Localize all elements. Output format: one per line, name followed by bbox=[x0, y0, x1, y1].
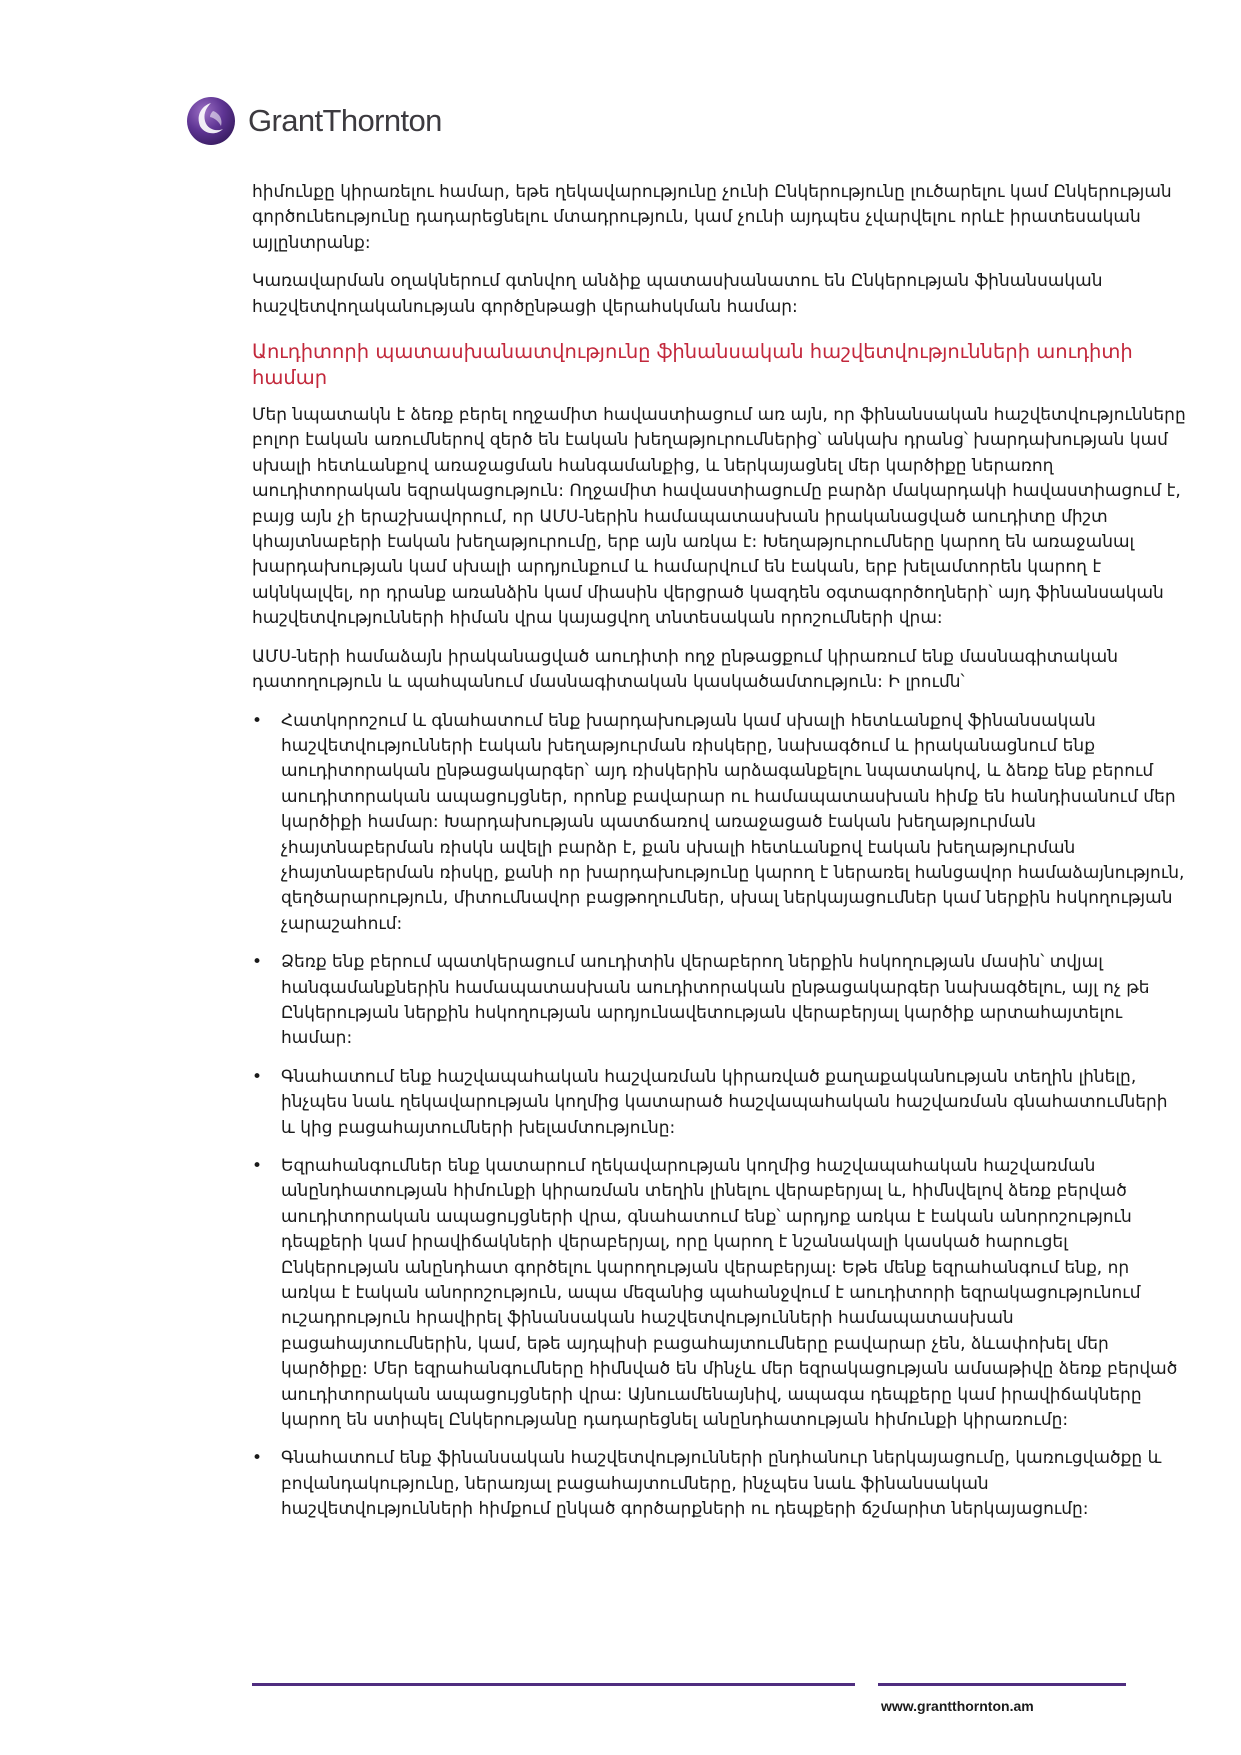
list-item-text: Գնահատում ենք ֆինանսական հաշվետվությունների ընդհանուր ներկայացումը, կառուցվածքը և բովանդակությունը, ներառյալ բացահայտումները, ինչպես նաև ֆինանսական հաշվետվությունների հիմքում ընկած գործարքների ու դեպքերի ճշմարիտ ներկայացումը: bbox=[281, 1448, 1162, 1520]
logo-text: GrantThornton bbox=[248, 103, 442, 138]
document-body bbox=[252, 180, 1186, 1536]
section-heading: Աուդիտորի պատասխանատվությունը ֆինանսական հաշվետվությունների աուդիտի համար bbox=[252, 340, 1133, 390]
footer-rule-left bbox=[252, 1683, 855, 1686]
list-item bbox=[252, 1446, 1186, 1522]
list-item-text: Հատկորոշում և գնահատում ենք խարդախության կամ սխալի հետևանքով ֆինանսական հաշվետվությունների էական խեղաթյուրման ռիսկերը, նախագծում և իրականացնում ենք աուդիտորական ընթացակարգեր՝ այդ ռիսկերին արձագանքելու նպատակով, և ձեռք ենք բերում աուդիտորական ապացույցներ, որոնք բավարար ու համապատասխան հիմք են հանդիսանում մեր կարծիքի համար: Խարդախության պատճառով առաջացած էական խեղաթյուրման չհայտնաբերման ռիսկն ավելի բարձր է, քան սխալի հետևանքով էական խեղաթյուրման չհայտնաբերման ռիսկը, քանի որ խարդախությունը կարող է ներառել հանցավոր համաձայնություն, զեղծարարություն, միտումնավոր բացթողումներ, սխալ ներկայացումներ կամ ներքին հսկողության չարաշահում: bbox=[281, 710, 1185, 934]
bullet-list bbox=[252, 709, 1186, 1523]
list-item-text: Գնահատում ենք հաշվապահական հաշվառման կիրառված քաղաքականության տեղին լինելը, ինչպես նաև ղեկավարության կողմից կատարած հաշվապահական հաշվառման գնահատումների և կից բացահայտումների խելամտությունը: bbox=[281, 1066, 1168, 1138]
bullet-icon: • bbox=[252, 710, 263, 731]
list-item bbox=[252, 1154, 1186, 1433]
grant-thornton-logo-icon bbox=[186, 96, 236, 146]
list-item bbox=[252, 950, 1186, 1052]
footer-rule-right bbox=[878, 1683, 1126, 1686]
bullet-icon: • bbox=[252, 1448, 263, 1469]
list-item bbox=[252, 709, 1186, 938]
list-item-text: Ձեռք ենք բերում պատկերացում աուդիտին վերաբերող ներքին հսկողության մասին՝ տվյալ հանգամանքներին համապատասխան աուդիտորական ընթացակարգեր նախագծելու, այլ ոչ թե Ընկերության ներքին հսկողության արդյունավետության վերաբերյալ կարծիք արտահայտելու համար: bbox=[281, 952, 1150, 1049]
paragraph-2: Կառավարման օղակներում գտնվող անձիք պատասխանատու են Ընկերության ֆինանսական հաշվետվողականության գործընթացի վերահսկման համար: bbox=[252, 271, 1103, 317]
bullet-icon: • bbox=[252, 952, 263, 973]
paragraph-3: Մեր նպատակն է ձեռք բերել ողջամիտ հավաստիացում առ այն, որ ֆինանսական հաշվետվությունները բոլոր էական առումներով զերծ են էական խեղաթյուրումներից՝ անկախ դրանց՝ խարդախության կամ սխալի հետևանքով առաջացման հանգամանքից, և ներկայացնել մեր կարծիքը ներառող աուդիտորական եզրակացություն: Ողջամիտ հավաստիացումը բարձր մակարդակի հավաստիացում է, բայց այն չի երաշխավորում, որ ԱՄՍ-ներին համապատասխան իրականացված աուդիտը միշտ կհայտնաբերի էական խեղաթյուրումը, երբ այն առկա է: Խեղաթյուրումները կարող են առաջանալ խարդախության կամ սխալի արդյունքում և համարվում են էական, երբ խելամտորեն կարող է ակնկալվել, որ դրանք առանձին կամ միասին վերցրած կազդեն օգտագործողների՝ այդ ֆինանսական հաշվետվությունների հիման վրա կայացվող տնտեսական որոշումների վրա: bbox=[252, 405, 1186, 629]
bullet-icon: • bbox=[252, 1066, 263, 1087]
bullet-icon: • bbox=[252, 1156, 263, 1176]
list-item bbox=[252, 1065, 1186, 1141]
logo bbox=[186, 96, 442, 146]
footer-url: www.grantthornton.am bbox=[881, 1698, 1034, 1714]
paragraph-1: հիմունքը կիրառելու համար, եթե ղեկավարությունը չունի Ընկերությունը լուծարելու կամ Ընկերության գործունեությունը դադարեցնելու մտադրություն, կամ չունի այդպես չվարվելու որևէ իրատեսական այլընտրանք: bbox=[252, 182, 1172, 253]
list-item-text: Եզրահանգումներ ենք կատարում ղեկավարության կողմից հաշվապահական հաշվառման անընդհատության հիմունքի կիրառման տեղին լինելու վերաբերյալ և, հիմնվելով ձեռք բերված աուդիտորական ապացույցների վրա, գնահատում ենք՝ արդյոք առկա է էական անորոշություն դեպքերի կամ իրավիճակների վերաբերյալ, որը կարող է նշանակալի կասկած հարուցել Ընկերության անընդհատ գործելու կարողության վերաբերյալ: Եթե մենք եզրահանգում ենք, որ առկա է էական անորոշություն, ապա մեզանից պահանջվում է աուդիտորի եզրակացությունում ուշադրություն հրավիրել ֆինանսական հաշվետվությունների համապատասխան բացահայտումներին, կամ, եթե այդպիսի բացահայտումները բավարար չեն, ձևափոխել մեր կարծիքը: Մեր եզրահանգումները հիմնված են մինչև մեր եզրակացության ամսաթիվը ձեռք բերված աուդիտորական ապացույցների վրա: Այնուամենայնիվ, ապագա դեպքերը կամ իրավիճակները կարող են ստիպել Ընկերությանը դադարեցնել անընդհատության հիմունքի կիրառումը: bbox=[281, 1156, 1178, 1431]
paragraph-4: ԱՄՍ-ների համաձայն իրականացված աուդիտի ողջ ընթացքում կիրառում ենք մասնագիտական դատողություն և պահպանում մասնագիտական կասկածամտություն: Ի լրումն՝ bbox=[252, 646, 1118, 693]
